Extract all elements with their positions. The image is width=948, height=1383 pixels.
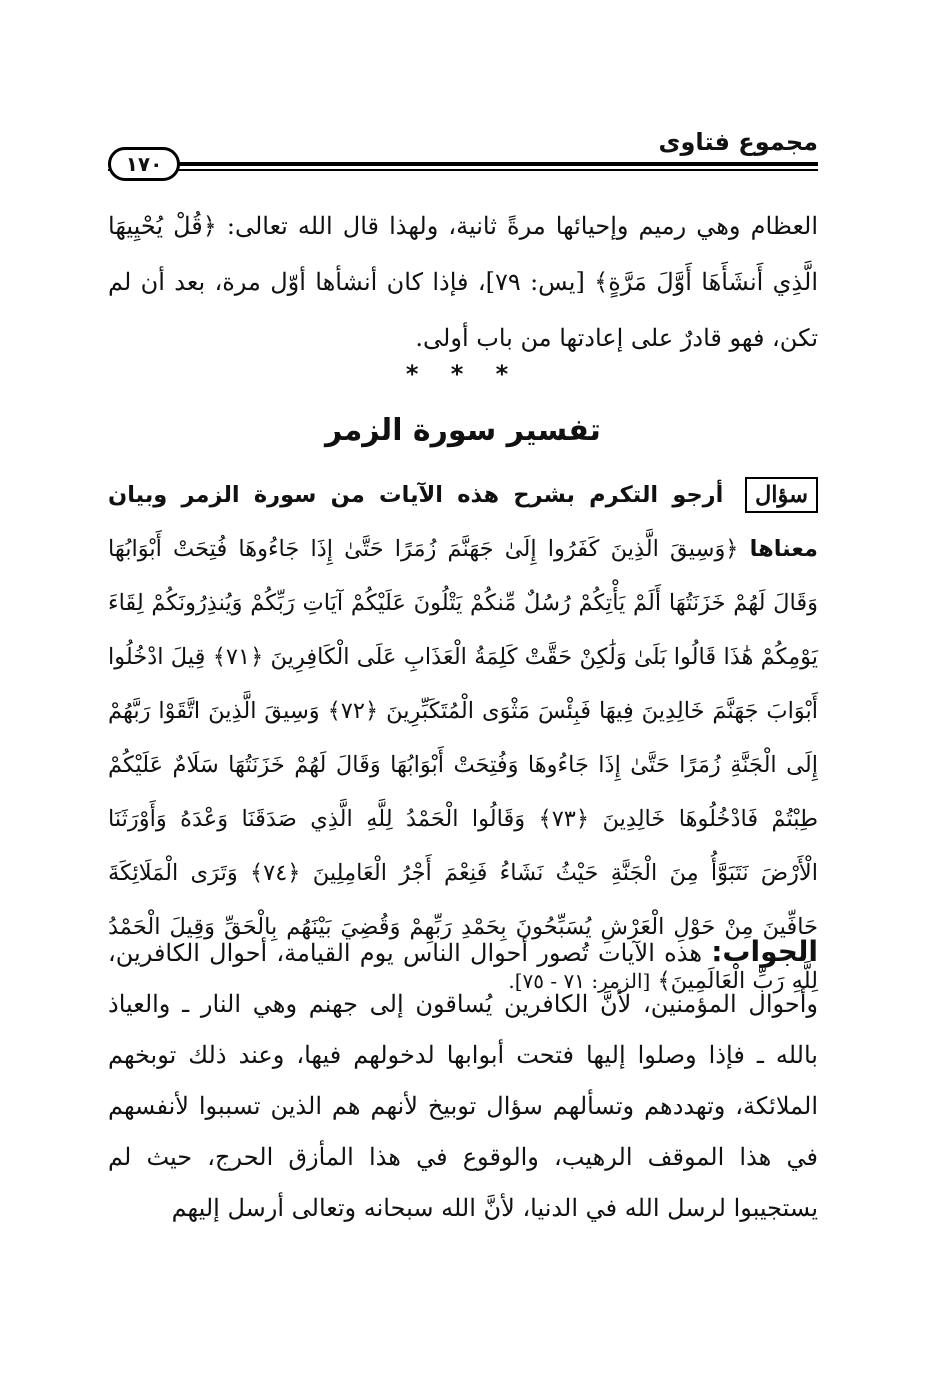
question-label: سؤال [745, 477, 818, 513]
quran-verses: ﴿وَسِيقَ الَّذِينَ كَفَرُوا إِلَىٰ جَهَنَّمَ زُمَرًا حَتَّىٰ إِذَا جَاءُوهَا فُتِحَتْ أَبْوَابُهَا وَقَالَ لَهُمْ خَزَنَتُهَا أَلَمْ يَأْتِكُمْ رُسُلٌ مِّنكُمْ يَتْلُونَ عَلَيْكُمْ آيَاتِ رَبِّكُمْ وَيُنذِرُونَكُمْ لِقَاءَ يَوْمِكُمْ هَٰذَا قَالُوا بَلَىٰ وَلَٰكِنْ حَقَّتْ كَلِمَةُ الْعَذَابِ عَلَى الْكَافِرِينَ ﴿٧١﴾ قِيلَ ادْخُلُوا أَبْوَابَ جَهَنَّمَ خَالِدِينَ فِيهَا فَبِئْسَ مَثْوَى الْمُتَكَبِّرِينَ ﴿٧٢﴾ وَسِيقَ الَّذِينَ اتَّقَوْا رَبَّهُمْ إِلَى الْجَنَّةِ زُمَرًا حَتَّىٰ إِذَا جَاءُوهَا وَفُتِحَتْ أَبْوَابُهَا وَقَالَ لَهُمْ خَزَنَتُهَا سَلَامٌ عَلَيْكُمْ طِبْتُمْ فَادْخُلُوهَا خَالِدِينَ ﴿٧٣﴾ وَقَالُوا الْحَمْدُ لِلَّهِ الَّذِي صَدَقَنَا وَعْدَهُ وَأَوْرَثَنَا الْأَرْضَ نَتَبَوَّأُ مِنَ الْجَنَّةِ حَيْثُ نَشَاءُ فَنِعْمَ أَجْرُ الْعَامِلِينَ ﴿٧٤﴾ وَتَرَى الْمَلَائِكَةَ حَافِّينَ مِنْ حَوْلِ الْعَرْشِ يُسَبِّحُونَ بِحَمْدِ رَبِّهِمْ وَقُضِيَ بَيْنَهُم بِالْحَقِّ وَقِيلَ الْحَمْدُ لِلَّهِ رَبِّ الْعَالَمِينَ﴾ [108, 536, 819, 994]
book-title: مجموع فتاوى [658, 128, 818, 156]
question-text: أرجو التكرم بشرح هذه الآيات من سورة الزمر وبيان معناها [108, 482, 818, 562]
header-rule [108, 162, 818, 166]
header-rule-thin [108, 169, 818, 171]
verse-reference: [الزمر: ٧١ - ٧٥]. [508, 969, 651, 993]
page-header [108, 128, 818, 186]
answer-text: هذه الآيات تُصور أحوال الناس يوم القيامة، أحوال الكافرين، وأحوال المؤمنين، لأنَّ الكافرين يُساقون إلى جهنم وهي النار ـ والعياذ بالله ـ فإذا وصلوا إليها فتحت أبوابها لدخولهم فيها، وعند ذلك توبخهم الملائكة، وتهددهم وتسألهم سؤال توبيخ لأنهم هم الذين تسببوا لأنفسهم في هذا الموقف الرهيب، والوقوع في هذا المأزق الحرج، حيث لم يستجيبوا لرسل الله في الدنيا، لأنَّ الله سبحانه وتعالى أرسل إليهم [108, 939, 818, 1222]
answer-label: الجواب: [711, 935, 818, 968]
section-separator: * * * [405, 360, 521, 388]
page-number: ١٧٠ [108, 147, 180, 181]
intro-paragraph: العظام وهي رميم وإحيائها مرةً ثانية، ولهذا قال الله تعالى: ﴿قُلْ يُحْيِيهَا الَّذِي أَنشَأَهَا أَوَّلَ مَرَّةٍ﴾ [يس: ٧٩]، فإذا كان أنشأها أوّل مرة، بعد أن لم تكن، فهو قادرٌ على إعادتها من باب أولى. [108, 212, 819, 352]
section-title: تفسير سورة الزمر [325, 413, 601, 448]
answer-paragraph [108, 926, 818, 1234]
